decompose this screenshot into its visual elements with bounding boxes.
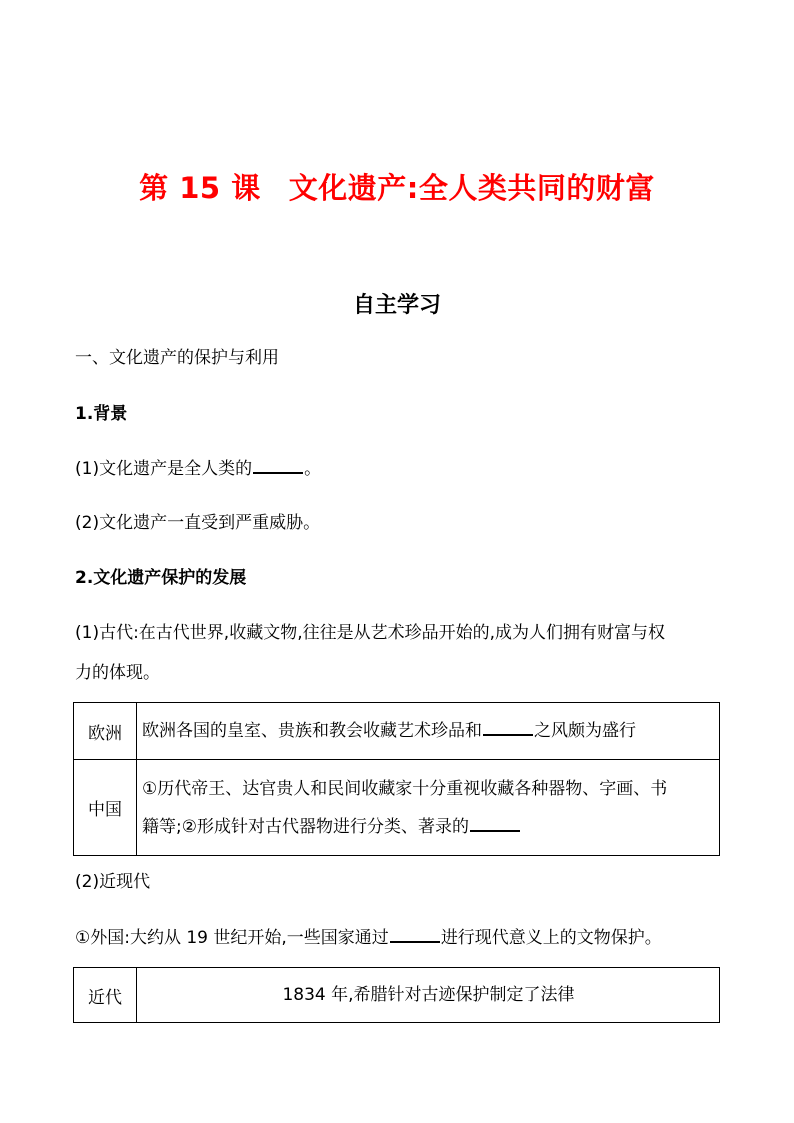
ancient-line-2: 力的体现。 — [75, 663, 160, 683]
fill-blank — [253, 456, 303, 474]
development-heading: 2.文化遗产保护的发展 — [75, 568, 247, 588]
table-row — [74, 703, 720, 760]
fill-blank — [470, 814, 520, 832]
fill-blank — [483, 718, 533, 736]
ancient-table — [73, 702, 720, 856]
table-head-europe: 欧洲 — [74, 703, 137, 760]
table-cell-china — [137, 760, 720, 856]
table-row — [74, 760, 720, 856]
background-item-1-suffix: 。 — [304, 459, 322, 479]
foreign-prefix: ①外国:大约从 19 世纪开始,一些国家通过 — [75, 928, 389, 948]
table-head-modern: 近代 — [74, 968, 137, 1023]
background-item-2: (2)文化遗产一直受到严重威胁。 — [75, 513, 321, 533]
lesson-name: 文化遗产:全人类共同的财富 — [288, 171, 655, 205]
ancient-line-1: (1)古代:在古代世界,收藏文物,往往是从艺术珍品开始的,成为人们拥有财富与权 — [75, 623, 666, 643]
background-heading: 1.背景 — [75, 404, 128, 424]
europe-text-suffix: 之风颇为盛行 — [534, 721, 636, 741]
table-cell-europe — [137, 703, 720, 760]
lesson-number: 第 15 课 — [139, 171, 261, 205]
modern-table — [73, 967, 720, 1023]
europe-text-prefix: 欧洲各国的皇室、贵族和教会收藏艺术珍品和 — [142, 721, 482, 741]
part1-heading: 一、文化遗产的保护与利用 — [75, 348, 279, 368]
table-row — [74, 968, 720, 1023]
background-item-1 — [75, 456, 321, 481]
china-line-2 — [142, 808, 715, 846]
china-line-1: ①历代帝王、达官贵人和民间收藏家十分重视收藏各种器物、字画、书 — [142, 778, 668, 799]
foreign-suffix: 进行现代意义上的文物保护。 — [440, 928, 662, 948]
modern-heading: (2)近现代 — [75, 872, 151, 892]
section-title: 自主学习 — [352, 293, 441, 318]
table-head-china: 中国 — [74, 760, 137, 856]
page-title — [0, 166, 794, 207]
fill-blank — [390, 925, 440, 943]
china-line-2-prefix: 籍等;②形成针对古代器物进行分类、著录的 — [142, 816, 469, 837]
foreign-line — [75, 925, 662, 950]
background-item-1-prefix: (1)文化遗产是全人类的 — [75, 459, 253, 479]
table-cell-modern: 1834 年,希腊针对古迹保护制定了法律 — [137, 968, 720, 1023]
